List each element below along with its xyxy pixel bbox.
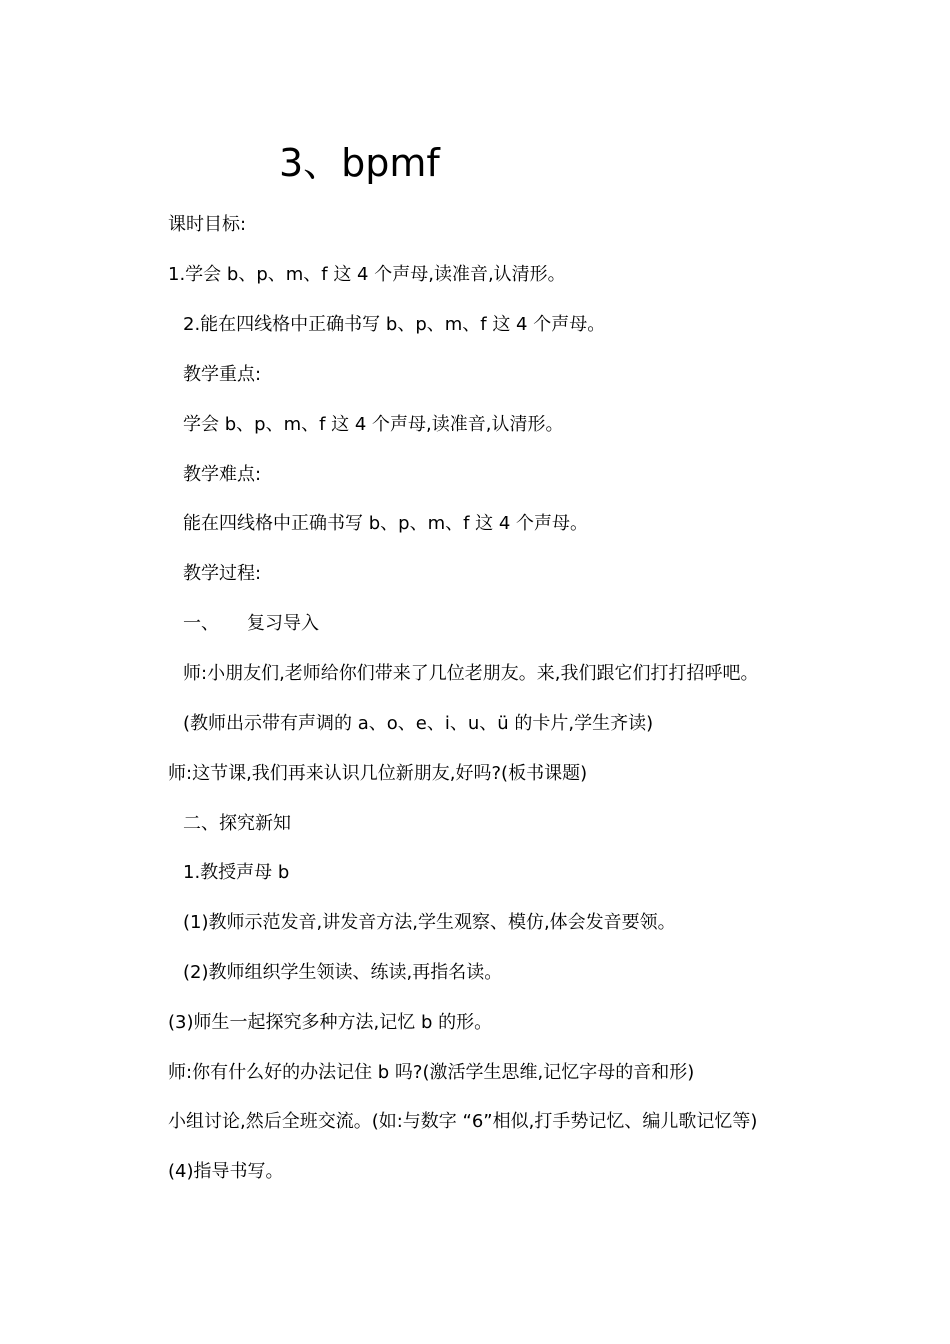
difficulties-heading: 教学难点: xyxy=(183,464,262,485)
goal-2: 2.能在四线格中正确书写 b、p、m、f 这 4 个声母。 xyxy=(183,314,606,335)
section-two-heading: 二、探究新知 xyxy=(183,813,291,834)
section-one-heading xyxy=(183,611,319,637)
step-2: (2)教师组织学生领读、练读,再指名读。 xyxy=(183,962,503,983)
teacher-greeting: 师:小朋友们,老师给你们带来了几位老朋友。来,我们跟它们打打招呼吧。 xyxy=(183,663,759,684)
difficulties-text: 能在四线格中正确书写 b、p、m、f 这 4 个声母。 xyxy=(183,513,589,534)
step-3: (3)师生一起探究多种方法,记忆 b 的形。 xyxy=(168,1012,493,1033)
group-discussion: 小组讨论,然后全班交流。(如:与数字 “6”相似,打手势记忆、编儿歌记忆等) xyxy=(168,1111,758,1132)
card-instruction: (教师出示带有声调的 a、o、e、i、u、ü 的卡片,学生齐读) xyxy=(183,713,654,734)
document-title: 3、bpmf xyxy=(279,141,440,185)
process-heading: 教学过程: xyxy=(183,563,262,584)
goal-1: 1.学会 b、p、m、f 这 4 个声母,读准音,认清形。 xyxy=(168,264,566,285)
teacher-question: 师:你有什么好的办法记住 b 吗?(激活学生思维,记忆字母的音和形) xyxy=(168,1062,695,1083)
lesson-goals-heading: 课时目标: xyxy=(168,214,247,235)
key-points-heading: 教学重点: xyxy=(183,364,262,385)
subsection-b: 1.教授声母 b xyxy=(183,862,290,883)
step-1: (1)教师示范发音,讲发音方法,学生观察、模仿,体会发音要领。 xyxy=(183,912,676,933)
section-one-title: 复习导入 xyxy=(247,613,319,634)
teacher-intro: 师:这节课,我们再来认识几位新朋友,好吗?(板书课题) xyxy=(168,763,588,784)
section-one-marker: 一、 xyxy=(183,613,219,634)
step-4: (4)指导书写。 xyxy=(168,1161,284,1182)
key-points-text: 学会 b、p、m、f 这 4 个声母,读准音,认清形。 xyxy=(183,414,564,435)
